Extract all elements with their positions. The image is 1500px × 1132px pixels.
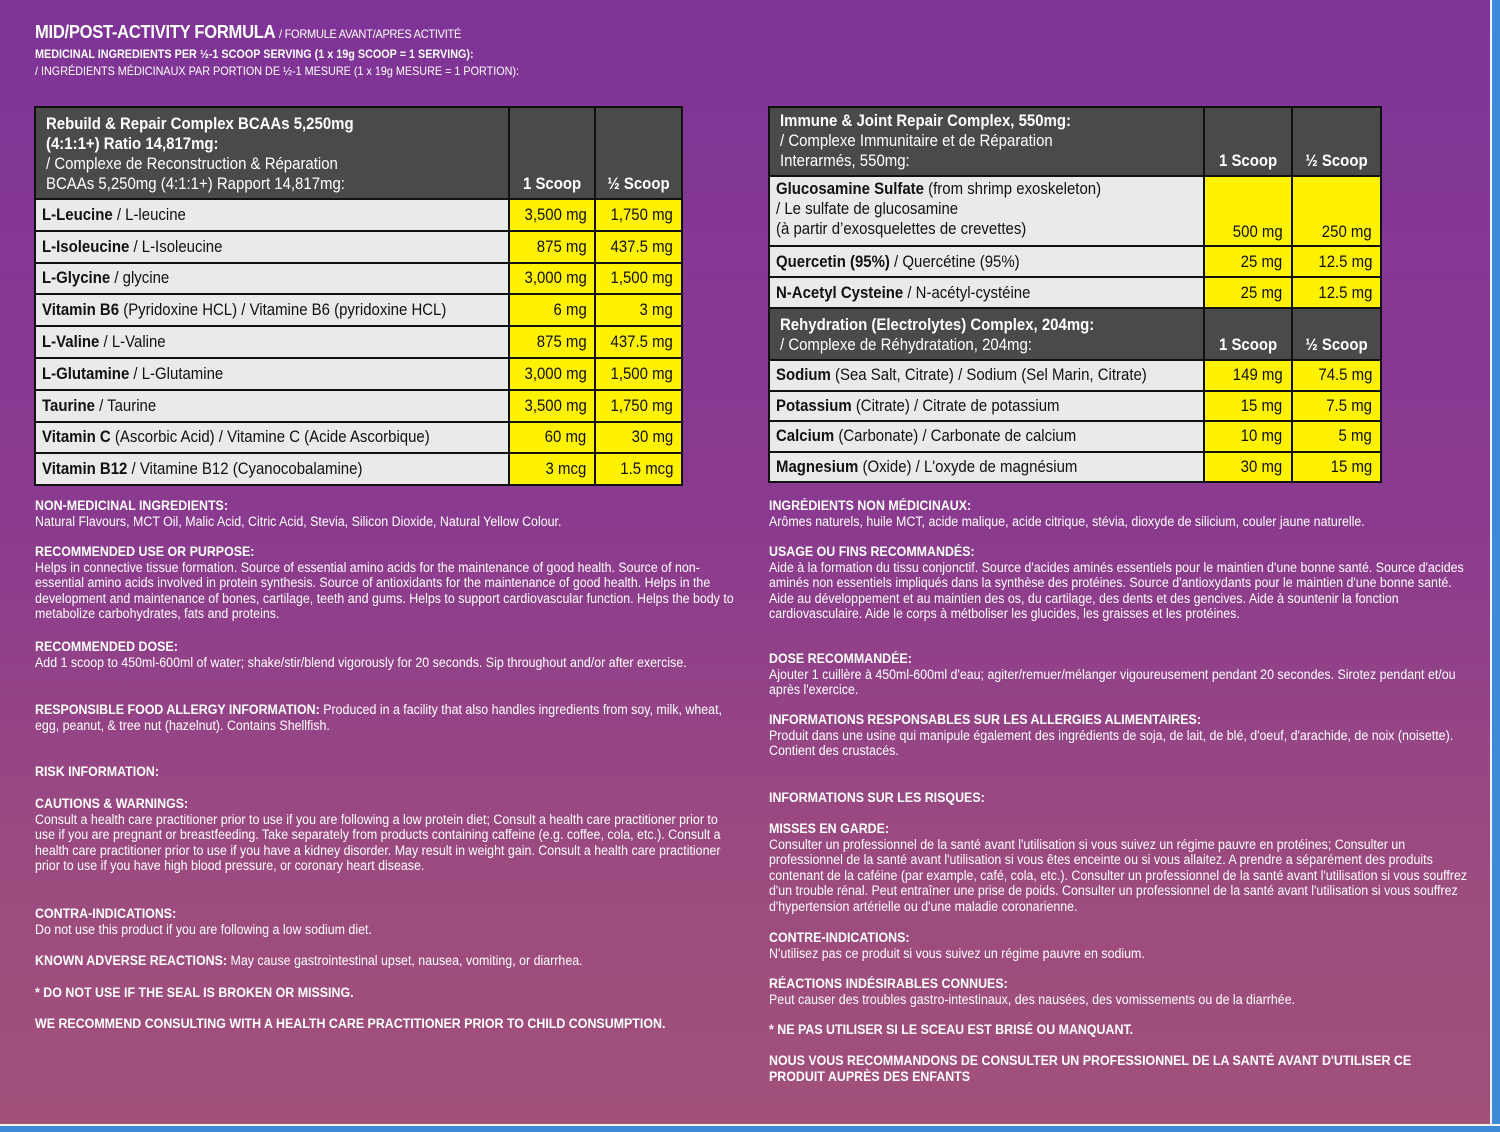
bcaa-title-fr1: / Complexe de Reconstruction & Réparation <box>46 154 338 173</box>
col-half-scoop: ½ Scoop <box>1292 308 1382 360</box>
ingredient-name: L-Isoleucine / L-Isoleucine <box>35 231 509 263</box>
section-body: Do not use this product if you are following a low sodium diet. <box>35 921 372 937</box>
section-title: MISSES EN GARDE: <box>769 821 890 836</box>
table-row <box>35 453 682 485</box>
section-title: KNOWN ADVERSE REACTIONS: <box>35 953 228 968</box>
label-header <box>35 22 735 78</box>
rehydration-title-fr: / Complexe de Réhydratation, 204mg: <box>780 335 1032 354</box>
ingredient-name: L-Leucine / L-leucine <box>35 199 509 231</box>
section-body: N'utilisez pas ce produit si vous suivez un régime pauvre en sodium. <box>769 945 1145 961</box>
amount-half-scoop: 1,500 mg <box>595 358 682 390</box>
amount-half-scoop: 437.5 mg <box>595 326 682 358</box>
amount-one-scoop: 3,500 mg <box>509 199 596 231</box>
amount-one-scoop: 3 mcg <box>509 453 596 485</box>
amount-half-scoop: 437.5 mg <box>595 231 682 263</box>
formula-title-en: MID/POST-ACTIVITY FORMULA <box>35 22 275 42</box>
info-section <box>769 1022 1468 1038</box>
ingredient-name: Potassium (Citrate) / Citrate de potassium <box>769 391 1204 422</box>
section-title: INFORMATIONS SUR LES RISQUES: <box>769 790 985 805</box>
amount-one-scoop: 3,000 mg <box>509 358 596 390</box>
immune-title-fr2: Interarmés, 550mg: <box>780 151 910 170</box>
immune-title-fr1: / Complexe Immunitaire et de Réparation <box>780 131 1053 150</box>
table-row <box>769 277 1381 308</box>
info-section <box>35 764 734 780</box>
bcaa-title-line2: (4:1:1+) Ratio 14,817mg: <box>46 134 219 153</box>
amount-half-scoop: 3 mg <box>595 294 682 326</box>
section-body: Consulter un professionnel de la santé avant l'utilisation si vous suivez un régime pauvre en protéines; Consulter un professionnel de la santé avant l'utilisation si vous êtes enceinte ou si vous allaitez. A prendre a séparément des produits contenant de la caféine (par example, café, cola, etc.). Consulter un professionnel de la santé avant l'utilisation si vous souffrez d'un trouble rénal. Peut entraîner une prise de poids. Consulter un professionnel de la santé avant l'utilisation si vous souffrez d'hypertension artérielle ou d'une maladie coronarienne. <box>769 836 1468 914</box>
table-row <box>35 231 682 263</box>
table-row <box>769 452 1381 483</box>
section-title: DOSE RECOMMANDÉE: <box>769 651 912 666</box>
table-row <box>769 391 1381 422</box>
section-body: Ajouter 1 cuillère à 450ml-600ml d'eau; agiter/remuer/mélanger vigoureusement pendant 20 secondes. Sirotez pendant et/ou après l'exercice. <box>769 666 1456 697</box>
amount-half-scoop: 15 mg <box>1292 452 1382 483</box>
section-title: CAUTIONS & WARNINGS: <box>35 796 189 811</box>
col-half-scoop: ½ Scoop <box>595 107 682 199</box>
info-section <box>35 498 734 529</box>
amount-half-scoop: 250 mg <box>1292 176 1382 246</box>
amount-half-scoop: 1,500 mg <box>595 263 682 295</box>
amount-one-scoop: 10 mg <box>1204 421 1291 452</box>
ingredient-name: Taurine / Taurine <box>35 390 509 422</box>
amount-half-scoop: 30 mg <box>595 422 682 454</box>
info-section <box>35 906 734 937</box>
table-row <box>35 294 682 326</box>
serving-line-fr: / INGRÉDIENTS MÉDICINAUX PAR PORTION DE ½-1 MESURE (1 x 19g MESURE = 1 PORTION): <box>35 64 520 78</box>
section-title: WE RECOMMEND CONSULTING WITH A HEALTH CARE PRACTITIONER PRIOR TO CHILD CONSUMPTION. <box>35 1016 666 1031</box>
amount-one-scoop: 500 mg <box>1204 176 1291 246</box>
amount-half-scoop: 12.5 mg <box>1292 246 1382 277</box>
info-section <box>769 1053 1468 1084</box>
amount-one-scoop: 3,000 mg <box>509 263 596 295</box>
section-body: Add 1 scoop to 450ml-600ml of water; shake/stir/blend vigorously for 20 seconds. Sip throughout and/or after exercise. <box>35 654 687 670</box>
table-row <box>35 358 682 390</box>
info-section <box>35 544 734 622</box>
section-body: Produced in a facility that also handles ingredients from soy, milk, wheat, egg, peanut, & tree nut (hazelnut). Contains Shellfish. <box>35 702 722 733</box>
ingredient-name: Vitamin B12 / Vitamine B12 (Cyanocobalamine) <box>35 453 509 485</box>
ingredient-name: Quercetin (95%) / Quercétine (95%) <box>769 246 1204 277</box>
bcaa-complex-title <box>35 107 509 199</box>
info-section <box>35 953 734 969</box>
immune-table <box>768 106 1382 483</box>
ingredient-name: Vitamin B6 (Pyridoxine HCL) / Vitamine B6 (pyridoxine HCL) <box>35 294 509 326</box>
section-title: CONTRA-INDICATIONS: <box>35 906 177 921</box>
rehydration-table-header <box>769 308 1381 360</box>
section-title: CONTRE-INDICATIONS: <box>769 930 910 945</box>
col-one-scoop: 1 Scoop <box>1204 308 1291 360</box>
info-section <box>35 796 734 874</box>
amount-one-scoop: 25 mg <box>1204 277 1291 308</box>
info-section <box>35 702 734 733</box>
ingredient-name: Sodium (Sea Salt, Citrate) / Sodium (Sel Marin, Citrate) <box>769 360 1204 391</box>
section-title: INGRÉDIENTS NON MÉDICINAUX: <box>769 498 972 513</box>
ingredient-name: Vitamin C (Ascorbic Acid) / Vitamine C (Acide Ascorbique) <box>35 422 509 454</box>
info-section <box>769 930 1468 961</box>
amount-one-scoop: 875 mg <box>509 326 596 358</box>
amount-half-scoop: 1,750 mg <box>595 199 682 231</box>
amount-one-scoop: 6 mg <box>509 294 596 326</box>
ingredient-name: Magnesium (Oxide) / L'oxyde de magnésium <box>769 452 1204 483</box>
info-section <box>769 544 1468 622</box>
table-row <box>35 326 682 358</box>
info-section <box>769 976 1468 1007</box>
ingredient-name: L-Glycine / glycine <box>35 263 509 295</box>
bcaa-title-line1: Rebuild & Repair Complex BCAAs 5,250mg <box>46 114 354 133</box>
table-row <box>769 360 1381 391</box>
table-row <box>35 263 682 295</box>
section-title: * NE PAS UTILISER SI LE SCEAU EST BRISÉ OU MANQUANT. <box>769 1022 1134 1037</box>
right-edge-strip <box>1490 0 1500 1132</box>
bcaa-table <box>34 106 683 486</box>
section-title: RECOMMENDED USE OR PURPOSE: <box>35 544 255 559</box>
serving-line-en: MEDICINAL INGREDIENTS PER ½-1 SCOOP SERVING (1 x 19g SCOOP = 1 SERVING): <box>35 47 474 61</box>
section-body: May cause gastrointestinal upset, nausea, vomiting, or diarrhea. <box>227 953 583 968</box>
info-section <box>35 639 734 670</box>
table-row <box>35 199 682 231</box>
section-body: Arômes naturels, huile MCT, acide malique, acide citrique, stévia, dioxyde de silicium, couler jaune naturelle. <box>769 513 1365 529</box>
info-section <box>769 712 1468 759</box>
immune-table-header <box>769 107 1381 176</box>
immune-complex-title <box>769 107 1204 176</box>
section-body: Helps in connective tissue formation. Source of essential amino acids for the maintenance of good health. Source of non-essential amino acids involved in protein synthesis. Source of antioxidants for the maintenance of good health. Helps in the development and maintenance of bones, cartilage, teeth and gums. Helps to support cardiovascular function. Helps the body to metabolize carbohydrates, fats and proteins. <box>35 559 734 621</box>
bottom-edge-strip <box>0 1124 1500 1132</box>
table-row <box>35 422 682 454</box>
section-title: RECOMMENDED DOSE: <box>35 639 178 654</box>
amount-half-scoop: 7.5 mg <box>1292 391 1382 422</box>
amount-one-scoop: 25 mg <box>1204 246 1291 277</box>
section-title: NON-MEDICINAL INGREDIENTS: <box>35 498 228 513</box>
section-title: USAGE OU FINS RECOMMANDÉS: <box>769 544 975 559</box>
col-one-scoop: 1 Scoop <box>509 107 596 199</box>
bcaa-table-header <box>35 107 682 199</box>
table-row <box>769 176 1381 246</box>
info-section <box>769 790 1468 806</box>
ingredient-name: L-Glutamine / L-Glutamine <box>35 358 509 390</box>
section-title: * DO NOT USE IF THE SEAL IS BROKEN OR MISSING. <box>35 985 354 1000</box>
section-title: NOUS VOUS RECOMMANDONS DE CONSULTER UN PROFESSIONNEL DE LA SANTÉ AVANT D'UTILISER CE PRODUIT AUPRÈS DES ENFANTS <box>769 1053 1412 1084</box>
section-body: Produit dans une usine qui manipule également des ingrédients de soja, de lait, de blé, d'oeuf, d'arachide, de noix (noisette). Contient des crustacés. <box>769 727 1454 758</box>
section-title: INFORMATIONS RESPONSABLES SUR LES ALLERGIES ALIMENTAIRES: <box>769 712 1201 727</box>
info-section <box>35 985 734 1001</box>
section-body: Peut causer des troubles gastro-intestinaux, des nausées, des vomissements ou de la diarrhée. <box>769 991 1296 1007</box>
ingredient-name: L-Valine / L-Valine <box>35 326 509 358</box>
amount-one-scoop: 149 mg <box>1204 360 1291 391</box>
ingredient-name: N-Acetyl Cysteine / N-acétyl-cystéine <box>769 277 1204 308</box>
table-row <box>769 421 1381 452</box>
bcaa-title-fr2: BCAAs 5,250mg (4:1:1+) Rapport 14,817mg: <box>46 174 345 193</box>
section-body: Consult a health care practitioner prior to use if you are following a low protein diet; Consult a health care practitioner prior to use if you are pregnant or breastfeeding. Take separately from products containing caffeine (e.g. coffee, cola, etc.). Consult a health care practitioner prior to use if you have a kidney disorder. May result in weight gain. Consult a health care practitioner prior to use if you have high blood pressure, or coronary heart disease. <box>35 811 721 873</box>
info-section <box>769 821 1468 914</box>
ingredient-name: Glucosamine Sulfate (from shrimp exoskeleton) / Le sulfate de glucosamine (à partir d’exosquelettes de crevettes) <box>769 176 1204 246</box>
amount-one-scoop: 3,500 mg <box>509 390 596 422</box>
amount-one-scoop: 875 mg <box>509 231 596 263</box>
table-row <box>769 246 1381 277</box>
section-body: Natural Flavours, MCT Oil, Malic Acid, Citric Acid, Stevia, Silicon Dioxide, Natural Yellow Colour. <box>35 513 562 529</box>
section-title: RESPONSIBLE FOOD ALLERGY INFORMATION: <box>35 702 320 717</box>
amount-half-scoop: 5 mg <box>1292 421 1382 452</box>
col-one-scoop: 1 Scoop <box>1204 107 1291 176</box>
table-row <box>35 390 682 422</box>
info-section <box>769 498 1468 529</box>
amount-half-scoop: 1.5 mcg <box>595 453 682 485</box>
info-section <box>35 1016 734 1032</box>
rehydration-complex-title <box>769 308 1204 360</box>
rehydration-title: Rehydration (Electrolytes) Complex, 204mg: <box>780 315 1095 334</box>
immune-title: Immune & Joint Repair Complex, 550mg: <box>780 111 1071 130</box>
amount-half-scoop: 74.5 mg <box>1292 360 1382 391</box>
formula-title <box>35 22 679 43</box>
ingredient-name: Calcium (Carbonate) / Carbonate de calcium <box>769 421 1204 452</box>
section-title: RÉACTIONS INDÉSIRABLES CONNUES: <box>769 976 1008 991</box>
info-section <box>769 651 1468 698</box>
col-half-scoop: ½ Scoop <box>1292 107 1382 176</box>
amount-half-scoop: 12.5 mg <box>1292 277 1382 308</box>
amount-one-scoop: 60 mg <box>509 422 596 454</box>
amount-one-scoop: 15 mg <box>1204 391 1291 422</box>
section-title: RISK INFORMATION: <box>35 764 159 779</box>
amount-one-scoop: 30 mg <box>1204 452 1291 483</box>
section-body: Aide à la formation du tissu conjonctif. Source d'acides aminés essentiels pour le maintien d'une bonne santé. Source d'acides aminés non essentiels impliqués dans la synthèse des protéines. Source d'antioxydants pour le maintien d'une bonne santé. Aide au développement et au maintien des os, du cartilage, des dents et des gencives. Aide à sountenir la fonction cardiovasculaire. Aide le corps à métboliser les glucides, les graisses et les protéines. <box>769 559 1464 621</box>
formula-title-fr: / FORMULE AVANT/APRES ACTIVITÉ <box>278 27 462 41</box>
amount-half-scoop: 1,750 mg <box>595 390 682 422</box>
